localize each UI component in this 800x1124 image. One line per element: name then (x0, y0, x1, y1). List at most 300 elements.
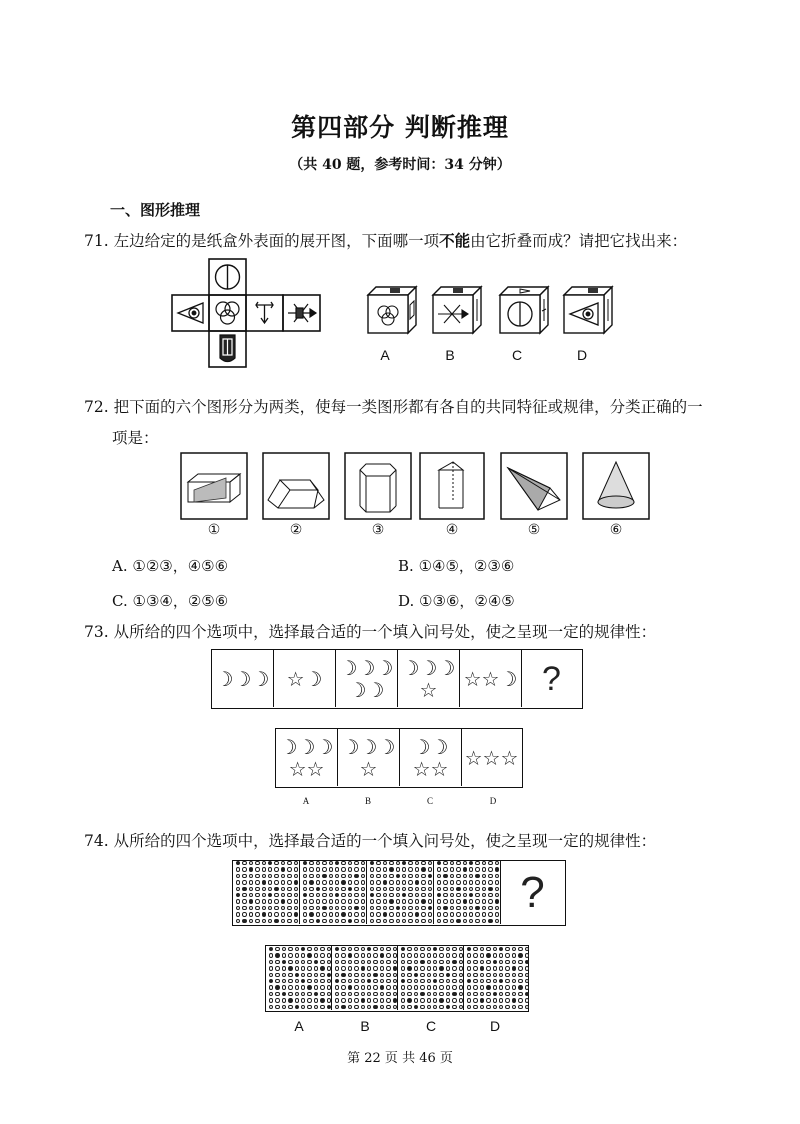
figure-label-1: ① (207, 522, 221, 538)
dot (316, 874, 320, 878)
dot (354, 912, 358, 916)
dot (367, 973, 371, 977)
dot (414, 979, 418, 983)
dot (288, 960, 292, 964)
dot (402, 880, 406, 884)
dot (335, 867, 339, 871)
dot (475, 874, 479, 878)
dot (389, 887, 393, 891)
dot (354, 960, 358, 964)
dot (386, 966, 390, 970)
three-circles-glyph (216, 302, 239, 324)
dot (329, 880, 333, 884)
dot (421, 906, 425, 910)
dot (287, 861, 291, 865)
dot (287, 912, 291, 916)
dot (348, 893, 352, 897)
dot (402, 919, 406, 923)
dot (396, 906, 400, 910)
dot (341, 919, 345, 923)
dot (303, 899, 307, 903)
dot (301, 953, 305, 957)
dot (348, 979, 352, 983)
dot (408, 912, 412, 916)
dot (341, 992, 345, 996)
dot (408, 919, 412, 923)
dot (236, 912, 240, 916)
dot (249, 880, 253, 884)
q73-option-c-label: C (426, 796, 433, 806)
dot (421, 899, 425, 903)
dot (341, 985, 345, 989)
dot (320, 947, 324, 951)
dot (236, 899, 240, 903)
dot (456, 919, 460, 923)
dot (361, 874, 365, 878)
dot (327, 947, 331, 951)
dot (427, 992, 431, 996)
dot (469, 906, 473, 910)
cube-option-a (366, 285, 418, 337)
dot (446, 992, 450, 996)
dot (361, 947, 365, 951)
dot (341, 960, 345, 964)
dot (427, 953, 431, 957)
dot (361, 912, 365, 916)
dot (294, 899, 298, 903)
dot (367, 998, 371, 1002)
dot (275, 992, 279, 996)
q74-answer-c[interactable] (398, 946, 464, 1010)
dot (505, 966, 509, 970)
dot (518, 985, 522, 989)
dot (482, 899, 486, 903)
dot (335, 912, 339, 916)
dot (370, 874, 374, 878)
dot (473, 979, 477, 983)
dot (469, 899, 473, 903)
dot (446, 979, 450, 983)
dot (446, 960, 450, 964)
dot (446, 966, 450, 970)
dot (493, 953, 497, 957)
q73-answer-b[interactable]: ☽☽☽ ☆ (338, 729, 400, 786)
dot (452, 1005, 456, 1009)
q74-option-d-label: D (489, 1018, 501, 1034)
dot (486, 960, 490, 964)
dot (450, 874, 454, 878)
dot (408, 893, 412, 897)
dot (327, 960, 331, 964)
dot (512, 1005, 516, 1009)
dot (249, 887, 253, 891)
section-heading: 一、图形推理 (110, 201, 201, 219)
dot (307, 947, 311, 951)
dot (301, 960, 305, 964)
dot (287, 906, 291, 910)
dot (467, 947, 471, 951)
dot (459, 973, 463, 977)
dot (452, 966, 456, 970)
dot (348, 960, 352, 964)
dot (316, 893, 320, 897)
dot (499, 1005, 503, 1009)
question-73-text: 从所给的四个选项中，选择最合适的一个填入问号处，使之呈现一定的规律性： (113, 623, 657, 641)
dot (294, 887, 298, 891)
dot (488, 874, 492, 878)
dot (475, 919, 479, 923)
dot (281, 874, 285, 878)
q72-option-a[interactable] (112, 555, 228, 576)
dot (401, 966, 405, 970)
dot (294, 893, 298, 897)
q72-option-d[interactable] (398, 590, 515, 611)
cube-option-b (431, 285, 483, 337)
dot (268, 880, 272, 884)
question-72-number: 72. (84, 398, 109, 416)
dot (459, 992, 463, 996)
dot (433, 953, 437, 957)
dot (443, 912, 447, 916)
dot (446, 1005, 450, 1009)
dot (486, 985, 490, 989)
dot (335, 919, 339, 923)
q73-answer-d[interactable]: ☆☆☆ (464, 745, 519, 770)
dot (488, 887, 492, 891)
dot (354, 998, 358, 1002)
dot (380, 973, 384, 977)
dot (499, 998, 503, 1002)
dot (335, 960, 339, 964)
dot (499, 953, 503, 957)
dot (295, 960, 299, 964)
dot (274, 893, 278, 897)
dot (443, 893, 447, 897)
dot (341, 947, 345, 951)
dot (386, 992, 390, 996)
question-73 (84, 622, 656, 642)
dot (314, 998, 318, 1002)
dot (275, 953, 279, 957)
dot (275, 985, 279, 989)
dot (493, 966, 497, 970)
dot (433, 979, 437, 983)
dot (316, 899, 320, 903)
dot (469, 893, 473, 897)
cube-option-d (562, 285, 614, 337)
dot (421, 893, 425, 897)
dot (428, 887, 432, 891)
question-71-text-after: 由它折叠而成？请把它找出来： (470, 232, 688, 250)
dot (309, 893, 313, 897)
dot (242, 880, 246, 884)
dot (335, 906, 339, 910)
dot (525, 979, 529, 983)
q72-option-c-text: ①③④，②⑤⑥ (132, 592, 229, 610)
dot (274, 880, 278, 884)
dot (281, 906, 285, 910)
dot (386, 985, 390, 989)
q72-option-b[interactable] (398, 555, 514, 576)
dot (402, 912, 406, 916)
dot (274, 861, 278, 865)
dot (269, 953, 273, 957)
dot (361, 966, 365, 970)
q73-option-b-label: B (364, 796, 371, 806)
dot (269, 979, 273, 983)
dot (456, 880, 460, 884)
figure-label-4: ④ (445, 522, 459, 538)
dot (303, 861, 307, 865)
dot (322, 919, 326, 923)
dot (329, 887, 333, 891)
dot (475, 880, 479, 884)
q74-answer-b[interactable] (332, 946, 398, 1010)
dot (463, 861, 467, 865)
dot (269, 1005, 273, 1009)
page-title: 第四部分 判断推理 (291, 113, 509, 142)
dot (446, 998, 450, 1002)
dot (486, 992, 490, 996)
dot (463, 887, 467, 891)
dot (493, 1005, 497, 1009)
dot (495, 887, 499, 891)
dot (242, 899, 246, 903)
dot (475, 867, 479, 871)
dot (327, 973, 331, 977)
dot (314, 979, 318, 983)
dot (407, 992, 411, 996)
dot (525, 973, 529, 977)
dot (341, 861, 345, 865)
dot (380, 966, 384, 970)
dot (428, 899, 432, 903)
dot (518, 992, 522, 996)
dot (493, 973, 497, 977)
dot (473, 992, 477, 996)
dot (402, 874, 406, 878)
dot (393, 985, 397, 989)
dot (367, 960, 371, 964)
dot (303, 867, 307, 871)
dot (236, 906, 240, 910)
q72-option-a-letter: A. (112, 557, 128, 575)
dot (322, 912, 326, 916)
dot (475, 899, 479, 903)
dot (307, 1005, 311, 1009)
dot (320, 985, 324, 989)
dot (367, 979, 371, 983)
dot (452, 953, 456, 957)
dot (268, 861, 272, 865)
dot (407, 1005, 411, 1009)
q74-option-b-label: B (360, 1018, 370, 1034)
dot (493, 979, 497, 983)
dot (316, 867, 320, 871)
dot (401, 998, 405, 1002)
dot (421, 880, 425, 884)
dot (473, 966, 477, 970)
dot (341, 906, 345, 910)
dot (467, 973, 471, 977)
dot (316, 912, 320, 916)
dot (450, 899, 454, 903)
dot (322, 887, 326, 891)
dot (281, 861, 285, 865)
dot (303, 874, 307, 878)
dot (415, 899, 419, 903)
dot (354, 867, 358, 871)
dot (488, 861, 492, 865)
dot (314, 992, 318, 996)
dot (373, 953, 377, 957)
dot (373, 960, 377, 964)
q74-seq-cell-4 (434, 861, 501, 924)
dot (482, 867, 486, 871)
q73-option-d-label: D (489, 796, 497, 806)
dot (407, 953, 411, 957)
dot (420, 960, 424, 964)
dot (242, 874, 246, 878)
dot (437, 893, 441, 897)
dot (335, 893, 339, 897)
dot (495, 919, 499, 923)
dot (301, 992, 305, 996)
dot (401, 953, 405, 957)
dot (421, 912, 425, 916)
dot (473, 953, 477, 957)
dot (480, 953, 484, 957)
dot (295, 953, 299, 957)
dot (236, 887, 240, 891)
dot (314, 973, 318, 977)
q72-option-c[interactable] (112, 590, 228, 611)
dot (316, 887, 320, 891)
dot (341, 893, 345, 897)
dot (255, 874, 259, 878)
dot (354, 899, 358, 903)
dot (376, 887, 380, 891)
dot (327, 998, 331, 1002)
dot (288, 953, 292, 957)
dot (518, 947, 522, 951)
dot (348, 906, 352, 910)
dot (467, 966, 471, 970)
dot (456, 867, 460, 871)
dot (301, 985, 305, 989)
dot (408, 861, 412, 865)
dot (414, 947, 418, 951)
dot (495, 880, 499, 884)
dot (396, 919, 400, 923)
q73-answer-strip (275, 728, 523, 788)
dot (473, 947, 477, 951)
dot (348, 919, 352, 923)
dot (495, 893, 499, 897)
solid-figure-5 (500, 452, 568, 520)
dot (469, 887, 473, 891)
q74-answer-a[interactable] (266, 946, 332, 1010)
dot (443, 874, 447, 878)
dot (303, 912, 307, 916)
dot (307, 998, 311, 1002)
dot (354, 973, 358, 977)
question-71-number: 71. (84, 232, 109, 250)
dot (488, 912, 492, 916)
dot (480, 960, 484, 964)
q72-option-a-text: ①②③，④⑤⑥ (132, 557, 229, 575)
dot (236, 880, 240, 884)
dot (408, 874, 412, 878)
dot (373, 947, 377, 951)
dot (307, 960, 311, 964)
dot (329, 893, 333, 897)
dot (428, 874, 432, 878)
q73-answer-c[interactable]: ☽☽ ☆☆ (400, 729, 462, 786)
dot (512, 966, 516, 970)
dot (467, 998, 471, 1002)
question-72-line1 (84, 397, 703, 417)
dot (450, 912, 454, 916)
dot (354, 861, 358, 865)
dot (370, 912, 374, 916)
dot (287, 899, 291, 903)
dot (242, 887, 246, 891)
dot (341, 998, 345, 1002)
dot (428, 919, 432, 923)
dot (505, 973, 509, 977)
dot (396, 880, 400, 884)
dot (288, 973, 292, 977)
dot (295, 998, 299, 1002)
dot (327, 979, 331, 983)
dot (320, 966, 324, 970)
dot (309, 880, 313, 884)
dot (433, 960, 437, 964)
dot (288, 1005, 292, 1009)
dot (459, 985, 463, 989)
dot (518, 953, 522, 957)
dot (482, 893, 486, 897)
dot (505, 953, 509, 957)
dot (446, 953, 450, 957)
dot (274, 874, 278, 878)
dot (415, 919, 419, 923)
dot (480, 966, 484, 970)
dot (262, 867, 266, 871)
question-74 (84, 831, 656, 851)
dot (354, 979, 358, 983)
dot (512, 985, 516, 989)
q74-answer-d[interactable] (464, 946, 527, 1010)
dot (401, 979, 405, 983)
dot (275, 1005, 279, 1009)
dot (301, 947, 305, 951)
dot (309, 861, 313, 865)
dot (281, 919, 285, 923)
dot (383, 912, 387, 916)
dot (294, 906, 298, 910)
dot (303, 887, 307, 891)
q73-answer-a[interactable]: ☽☽☽ ☆☆ (276, 729, 338, 786)
dot (415, 874, 419, 878)
dot (407, 979, 411, 983)
dot (482, 887, 486, 891)
dot (282, 985, 286, 989)
dot (281, 880, 285, 884)
dot (427, 1005, 431, 1009)
dot (486, 953, 490, 957)
